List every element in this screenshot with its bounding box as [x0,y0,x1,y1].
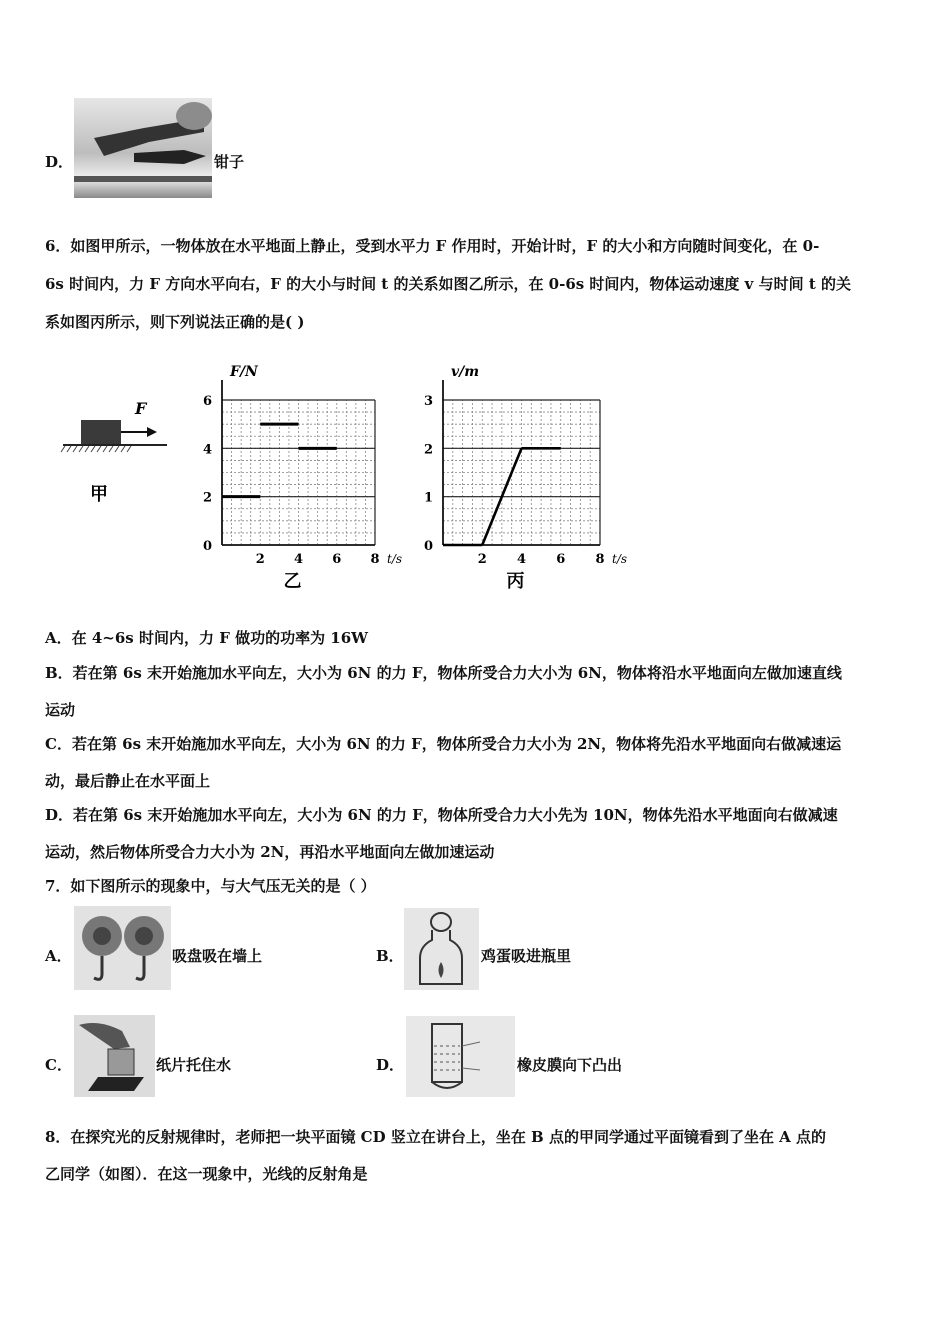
pliers-photo [74,98,212,198]
fig-jia-caption: 甲 [90,484,108,505]
q6-stem-line3: 系如图丙所示，则下列说法正确的是( ) [45,313,305,331]
y-axis-label: v/m [451,364,480,380]
block [81,420,121,444]
q7-option-c-letter: C． [45,1056,72,1074]
chart-bing [420,355,640,595]
q7-option-c-text: 纸片托住水 [156,1056,232,1074]
y-tick-label: 0 [202,539,212,554]
x-tick-label: 6 [332,552,342,567]
x-axis-label: t/s [612,552,628,566]
q7-option-a-text: 吸盘吸在墙上 [172,947,263,965]
q7-option-a-letter: A． [45,947,72,965]
chart-yi [195,355,415,595]
y-tick-label: 2 [202,490,212,506]
y-tick-label: 3 [423,394,433,409]
force-label: F [135,399,147,418]
q7-stem: 7．如下图所示的现象中，与大气压无关的是（ ） [45,877,376,895]
paper-water-photo [74,1015,155,1097]
y-tick-label: 0 [423,539,433,554]
q8-stem-line2: 乙同学（如图）．在这一现象中，光线的反射角是 [45,1165,368,1183]
suction-cup-icon [74,906,171,990]
q7-option-d-letter: D． [376,1056,405,1074]
q6-option-c-line2: 动，最后静止在水平面上 [45,772,211,790]
q6-stem-line1: 6．如图甲所示，一物体放在水平地面上静止，受到水平力 F 作用时，开始计时，F 的大小和方向随时间变化，在 0- [45,237,820,255]
chart-caption: 乙 [283,571,302,592]
q6-option-a: A．在 4~6s 时间内，力 F 做功的功率为 16W [45,629,369,647]
x-axis-label: t/s [387,552,403,566]
pliers-icon [74,98,212,198]
egg-bottle-photo [404,908,479,990]
q6-option-d-line2: 运动，然后物体所受合力大小为 2N，再沿水平地面向左做加速运动 [45,843,495,861]
q6-stem-line2: 6s 时间内，力 F 方向水平向右，F 的大小与时间 t 的关系如图乙所示，在 0-6s 时间内，物体运动速度 v 与时间 t 的关 [45,275,851,293]
chart-caption: 丙 [506,571,525,592]
x-tick-label: 4 [293,552,304,567]
q7-option-b-text: 鸡蛋吸进瓶里 [481,947,572,965]
option-d-letter: D． [45,153,74,171]
paper-water-icon [74,1015,155,1097]
rubber-film-photo [406,1016,515,1097]
q6-option-c-line1: C．若在第 6s 末开始施加水平向左，大小为 6N 的力 F，物体所受合力大小为 2N，物体将先沿水平地面向右做减速运 [45,735,842,753]
x-tick-label: 6 [556,552,566,567]
option-d-text: 钳子 [214,153,245,171]
q7-option-d-text: 橡皮膜向下凸出 [517,1056,623,1074]
y-axis-label: F/N [230,364,258,380]
x-tick-label: 2 [255,552,265,567]
y-tick-label: 4 [202,442,212,458]
arrow-head-icon [147,427,157,437]
rubber-film-icon [406,1016,515,1097]
q6-option-b-line2: 运动 [45,701,76,719]
y-tick-label: 2 [423,442,433,458]
x-tick-label: 8 [370,552,380,567]
y-tick-label: 6 [202,394,212,409]
suction-cup-photo [74,906,171,990]
x-tick-label: 2 [477,552,487,567]
y-tick-label: 1 [423,490,433,506]
q6-option-d-line1: D．若在第 6s 末开始施加水平向左，大小为 6N 的力 F，物体所受合力大小先为 10N，物体先沿水平地面向右做减速 [45,806,838,824]
egg-bottle-icon [404,908,479,990]
q6-option-b-line1: B．若在第 6s 末开始施加水平向左，大小为 6N 的力 F，物体所受合力大小为 6N，物体将沿水平地面向左做加速直线 [45,664,842,682]
x-tick-label: 8 [595,552,605,567]
x-tick-label: 4 [516,552,527,567]
q7-option-b-letter: B． [376,947,404,965]
figure-jia [55,390,175,520]
q8-stem-line1: 8．在探究光的反射规律时，老师把一块平面镜 CD 竖立在讲台上，坐在 B 点的甲同学通过平面镜看到了坐在 A 点的 [45,1128,827,1146]
